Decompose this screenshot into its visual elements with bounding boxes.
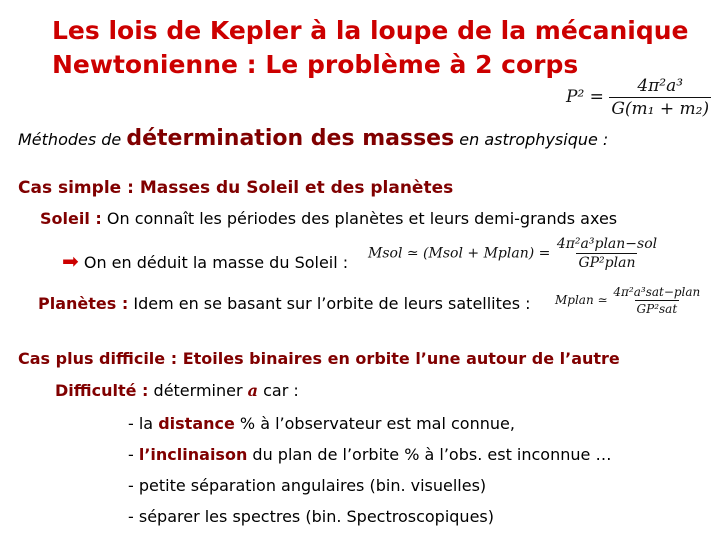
planets-label: Planètes : [38, 294, 129, 313]
planet-mass-formula-denominator: GP²sat [636, 302, 678, 316]
bullet-inclination-post: du plan de l’orbite % à l’obs. est inconnue … [247, 445, 612, 464]
sun-line [40, 209, 617, 228]
planet-mass-formula-numerator: 4π²a³sat−plan [613, 285, 701, 299]
bullet-inclination-emphasis: l’inclinaison [138, 445, 248, 464]
bullet-distance-pre: - la [128, 414, 159, 433]
kepler-formula-numerator: 4π²a³ [637, 76, 684, 96]
planet-mass-formula-lhs: Mplan ≃ [555, 293, 608, 307]
planet-mass-formula [555, 285, 702, 316]
methods-prefix: Méthodes de [18, 130, 122, 149]
bullet-angular-separation-text: - petite séparation angulaires (bin. visuelles) [128, 476, 487, 495]
sun-mass-formula-numerator: 4π²a³plan−sol [556, 236, 658, 252]
planet-mass-formula-fraction [611, 285, 702, 316]
bullet-distance [128, 414, 515, 433]
kepler-formula-denominator: G(m₁ + m₂) [611, 99, 710, 119]
hard-case-heading [18, 349, 620, 368]
bullet-inclination [128, 445, 611, 464]
slide-title-line-2: Newtonienne : Le problème à 2 corps [52, 50, 579, 79]
slide-title-line-1: Les lois de Kepler à la loupe de la mécanique [52, 16, 689, 45]
right-arrow-icon: ➡ [62, 249, 79, 273]
simple-case-text: Masses du Soleil et des planètes [139, 178, 454, 198]
sun-deduction-text: On en déduit la masse du Soleil : [83, 253, 349, 272]
methods-line [18, 126, 608, 151]
planets-text: Idem en se basant sur l’orbite de leurs satellites : [133, 294, 531, 313]
bullet-spectra-text: - séparer les spectres (bin. Spectroscopiques) [128, 507, 494, 526]
bullet-distance-emphasis: distance [158, 414, 235, 433]
sun-text: On connaît les périodes des planètes et leurs demi-grands axes [106, 209, 618, 228]
difficulty-variable: a [247, 381, 259, 400]
bullet-distance-post: % à l’observateur est mal connue, [234, 414, 515, 433]
simple-case-label: Cas simple : [18, 178, 134, 198]
simple-case-heading [18, 178, 453, 198]
difficulty-label: Difficulté : [55, 381, 149, 400]
sun-mass-formula [368, 236, 659, 271]
difficulty-line [55, 381, 299, 400]
hard-case-text: Etoiles binaires en orbite l’une autour de l’autre [182, 349, 620, 368]
planets-line [38, 294, 531, 313]
bullet-spectra [128, 507, 494, 526]
kepler-formula-lhs: P² = [566, 87, 604, 107]
bullet-angular-separation [128, 476, 486, 495]
sun-label: Soleil : [40, 209, 102, 228]
methods-suffix: en astrophysique : [459, 130, 609, 149]
sun-mass-formula-denominator: GP²plan [578, 255, 636, 271]
difficulty-text: déterminer [153, 381, 243, 400]
kepler-formula [566, 76, 711, 119]
kepler-formula-fraction [609, 76, 711, 119]
sun-deduction-line [62, 249, 348, 273]
sun-mass-formula-fraction [555, 236, 659, 271]
hard-case-label: Cas plus difficile : [18, 349, 178, 368]
sun-mass-formula-lhs: Msol ≃ (Msol + Mplan) = [368, 245, 551, 262]
bullet-inclination-pre: - [128, 445, 139, 464]
methods-emphasis: détermination des masses [126, 126, 455, 151]
difficulty-suffix: car : [263, 381, 299, 400]
